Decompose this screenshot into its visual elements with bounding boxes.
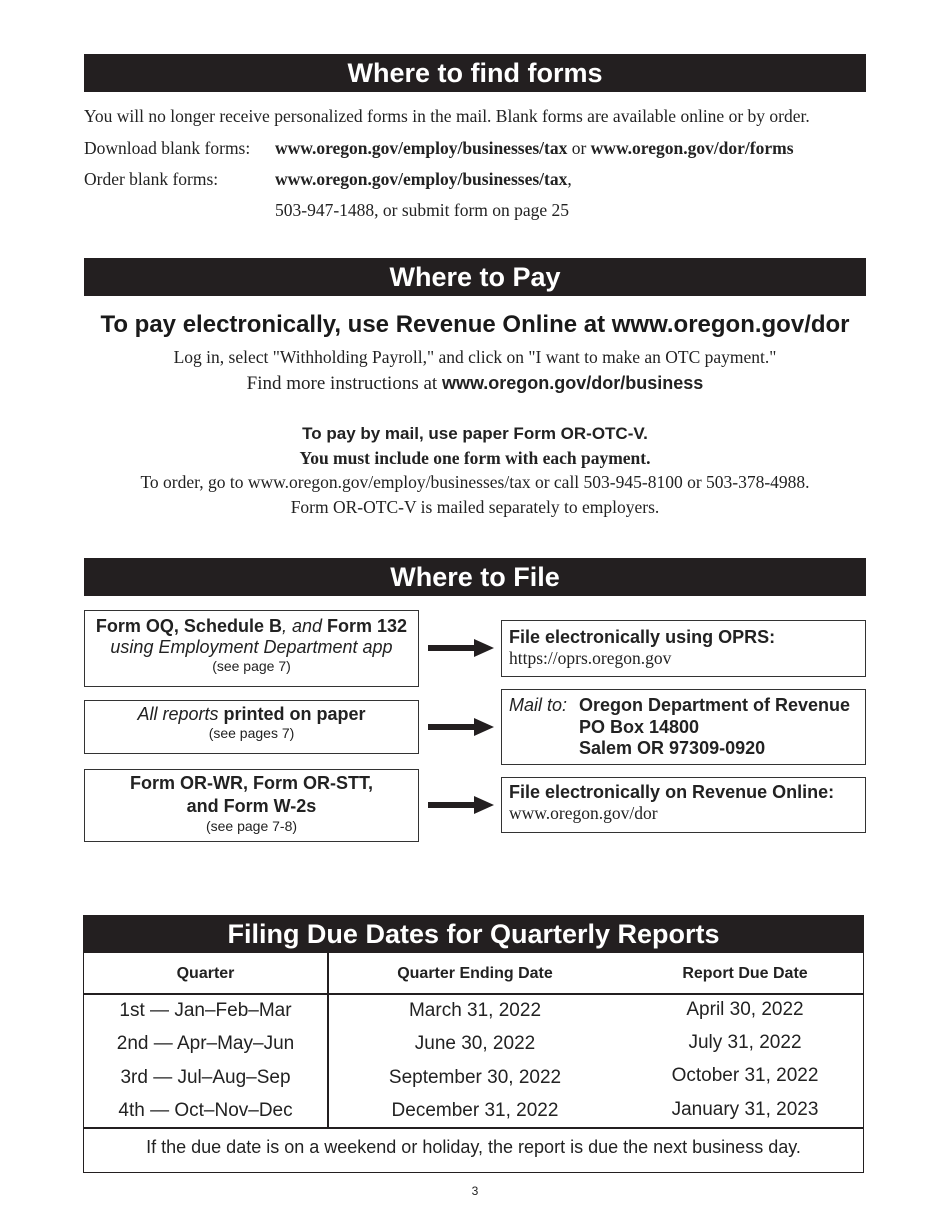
pay-order-text: To order, go to www.oregon.gov/employ/businesses/tax or call 503-945-8100 or 503-378-4988. (140, 472, 810, 492)
table-row-4-due: January 31, 2023 (671, 1099, 819, 1120)
page-number: 3 (471, 1184, 479, 1198)
file-row1-forms: Form OQ, Schedule B, and Form 132 (95, 616, 408, 636)
table-row-2-due: July 31, 2022 (688, 1032, 802, 1053)
table-row-3-quarter: 3rd — Jul–Aug–Sep (120, 1067, 291, 1088)
download-label: Download blank forms: (84, 138, 251, 158)
table-row-2-quarter: 2nd — Apr–May–Jun (116, 1033, 295, 1054)
due-dates-header-divider (83, 993, 864, 995)
order-phone: 503-947-1488, or submit form on page 25 (275, 200, 570, 220)
table-row-4-quarter: 4th — Oct–Nov–Dec (118, 1100, 293, 1121)
order-label: Order blank forms: (84, 169, 219, 189)
table-row-1-due: April 30, 2022 (686, 999, 804, 1020)
pay-mail-heading: To pay by mail, use paper Form OR-OTC-V. (302, 424, 648, 443)
find-forms-intro: You will no longer receive personalized forms in the mail. Blank forms are available online or by order. (84, 106, 810, 126)
file-row2-reports: All reports printed on paper (137, 704, 366, 724)
where-to-file-heading: Where to File (84, 558, 866, 596)
file-row2-left-box (84, 700, 419, 754)
download-or: or (571, 138, 587, 158)
due-dates-col-divider (327, 953, 329, 1127)
download-links (275, 138, 794, 159)
download-link-employ[interactable]: www.oregon.gov/employ/businesses/tax (275, 138, 568, 158)
table-row-1-ending: March 31, 2022 (408, 1000, 542, 1021)
order-link[interactable]: www.oregon.gov/employ/businesses/tax (275, 169, 568, 189)
due-dates-title: Filing Due Dates for Quarterly Reports (83, 915, 864, 953)
pay-login-text: Log in, select "Withholding Payroll," and click on "I want to make an OTC payment." (173, 347, 777, 367)
file-row2-see: (see pages 7) (208, 725, 295, 741)
find-forms-heading: Where to find forms (84, 54, 866, 92)
file-row1-left-box (84, 610, 419, 687)
table-row-3-due: October 31, 2022 (671, 1065, 819, 1086)
due-header-due: Report Due Date (682, 965, 808, 982)
file-row1-right-box (501, 620, 866, 677)
file-row3-forms: Form OR-WR, Form OR-STT, and Form W-2s (130, 773, 373, 816)
due-header-ending: Quarter Ending Date (397, 965, 553, 982)
table-row-4-ending: December 31, 2022 (391, 1100, 559, 1121)
table-row-2-ending: June 30, 2022 (414, 1033, 536, 1054)
file-row1-right-head: File electronically using OPRS: (509, 627, 776, 647)
order-link-line: www.oregon.gov/employ/businesses/tax, (275, 169, 572, 189)
file-row3-left-box (84, 769, 419, 842)
arrow-right-icon (428, 718, 494, 736)
file-row3-see: (see page 7-8) (205, 818, 298, 834)
file-row2-mailto: Mail to: (509, 695, 568, 715)
pay-more-link[interactable]: www.oregon.gov/dor/business (441, 373, 704, 393)
download-link-dor[interactable]: www.oregon.gov/dor/forms (590, 138, 794, 158)
file-row3-dor-link[interactable]: www.oregon.gov/dor (509, 803, 658, 823)
file-row2-address: Oregon Department of Revenue PO Box 14800 Salem OR 97309-0920 (579, 695, 851, 758)
due-header-quarter: Quarter (176, 965, 235, 982)
pay-more-instructions (84, 373, 866, 395)
file-row1-oprs-link[interactable]: https://oprs.oregon.gov (509, 648, 672, 668)
table-row-1-quarter: 1st — Jan–Feb–Mar (119, 1000, 292, 1021)
table-row-3-ending: September 30, 2022 (388, 1067, 562, 1088)
arrow-right-icon (428, 796, 494, 814)
pay-electronic-headline: To pay electronically, use Revenue Online at www.oregon.gov/dor (100, 311, 850, 338)
file-row1-see: (see page 7) (212, 658, 291, 674)
pay-mail-must: You must include one form with each payment. (299, 448, 651, 468)
where-to-pay-heading: Where to Pay (84, 258, 866, 296)
arrow-right-icon (428, 639, 494, 657)
file-row2-right-box (501, 689, 866, 765)
file-row3-right-head: File electronically on Revenue Online: (509, 782, 835, 802)
pay-more-prefix: Find more instructions at (246, 373, 438, 394)
file-row3-right-box (501, 777, 866, 833)
pay-mailed-text: Form OR-OTC-V is mailed separately to employers. (290, 497, 660, 517)
due-dates-note: If the due date is on a weekend or holiday, the report is due the next business day. (146, 1137, 801, 1157)
file-row1-app: using Employment Department app (110, 637, 393, 657)
due-dates-note-divider (83, 1127, 864, 1129)
